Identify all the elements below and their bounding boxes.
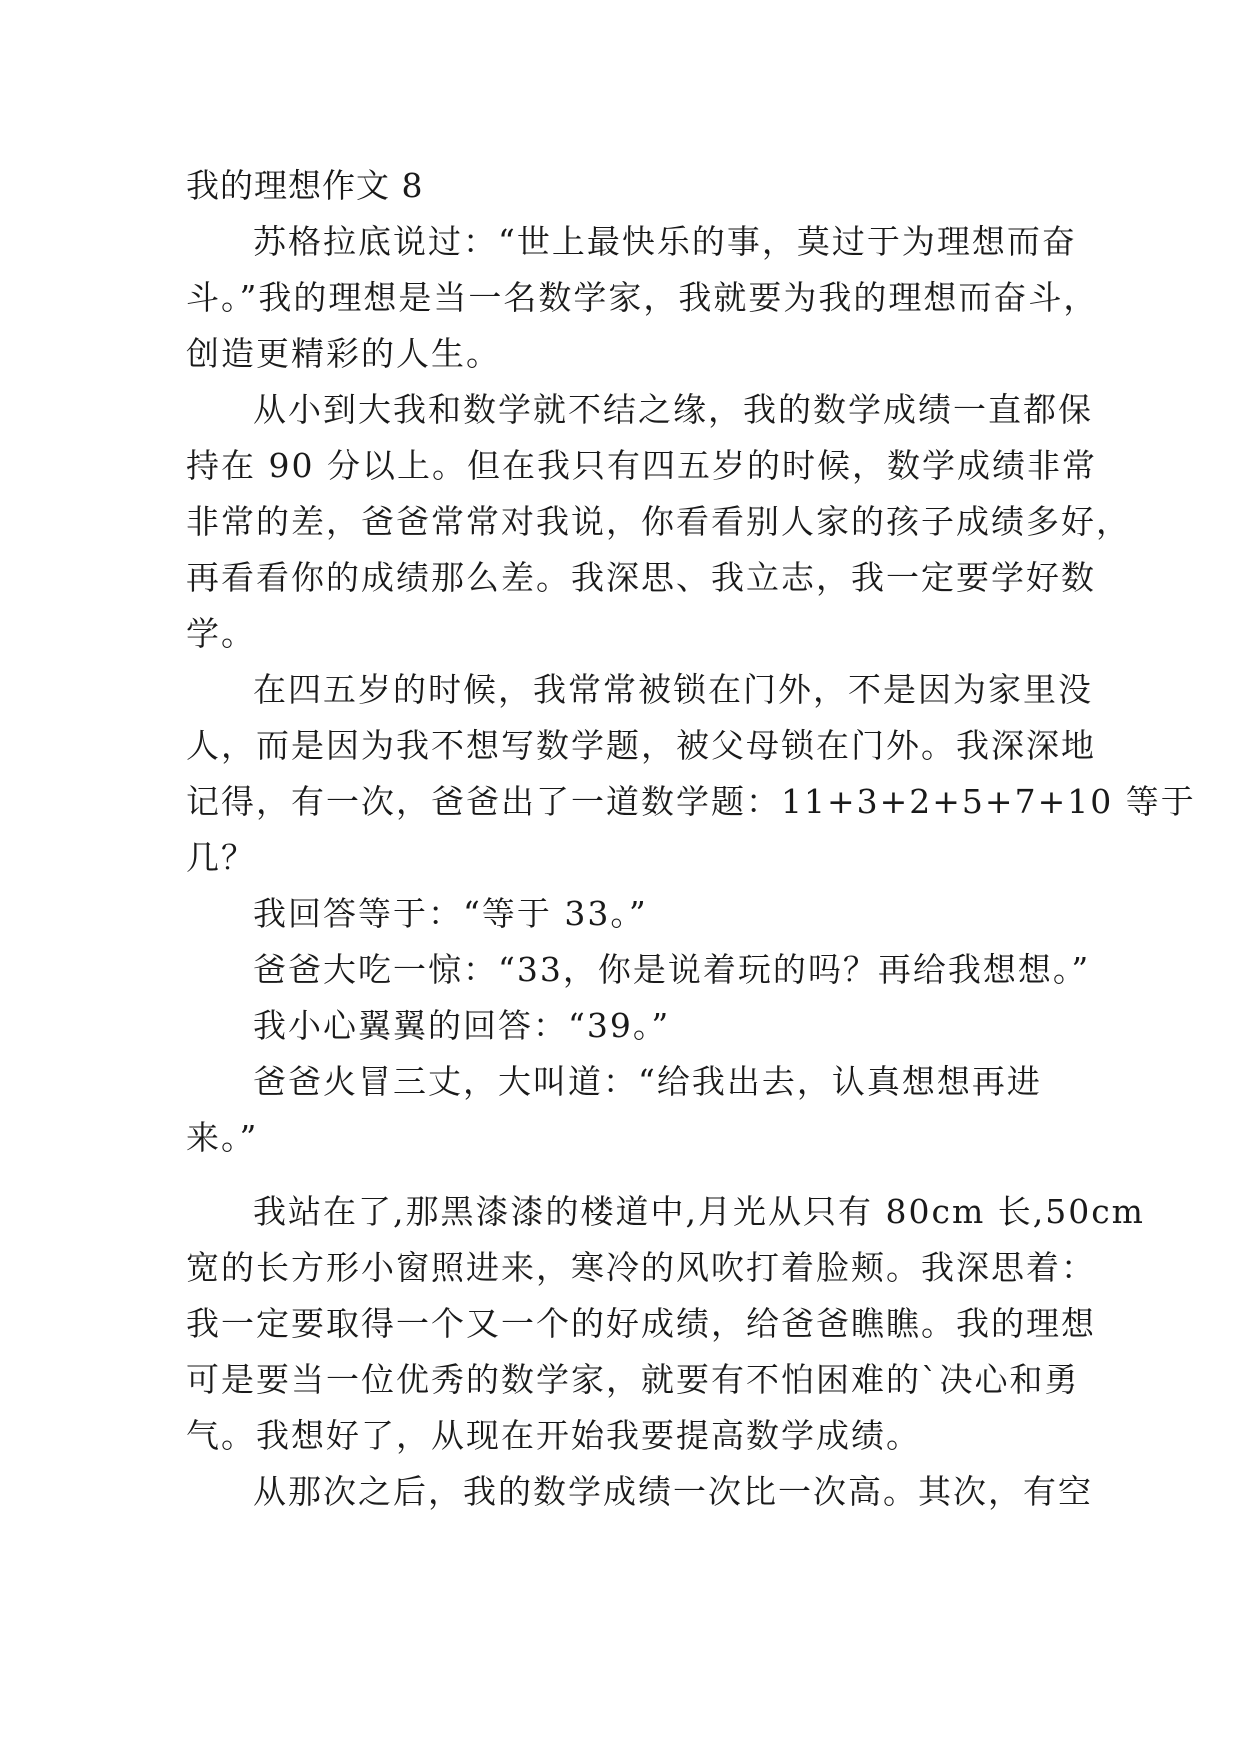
text-line: 从那次之后，我的数学成绩一次比一次高。其次，有空 xyxy=(253,1472,1093,1511)
text-line: 再看看你的成绩那么差。我深思、我立志，我一定要学好数 xyxy=(186,558,1096,597)
text-line: 宽的长方形小窗照进来，寒冷的风吹打着脸颊。我深思着： xyxy=(186,1248,1096,1287)
text-line: 斗。”我的理想是当一名数学家，我就要为我的理想而奋斗， xyxy=(186,278,1099,317)
text-line: 我站在了,那黑漆漆的楼道中,月光从只有 80cm 长,50cm xyxy=(253,1192,1145,1231)
text-line: 我一定要取得一个又一个的好成绩，给爸爸瞧瞧。我的理想 xyxy=(186,1304,1096,1343)
text-line: 爸爸大吃一惊：“33，你是说着玩的吗？再给我想想。” xyxy=(253,950,1091,989)
text-line: 来。” xyxy=(186,1118,259,1157)
text-line: 记得，有一次，爸爸出了一道数学题：11+3+2+5+7+10 等于 xyxy=(186,782,1196,821)
text-line: 爸爸火冒三丈，大叫道：“给我出去，认真想想再进 xyxy=(253,1062,1042,1101)
text-line: 可是要当一位优秀的数学家，就要有不怕困难的`决心和勇 xyxy=(186,1360,1080,1399)
document-title: 我的理想作文 8 xyxy=(186,166,424,205)
text-line: 创造更精彩的人生。 xyxy=(186,334,501,373)
text-line: 我回答等于：“等于 33。” xyxy=(253,894,648,933)
text-line: 学。 xyxy=(186,614,256,653)
text-line: 持在 90 分以上。但在我只有四五岁的时候，数学成绩非常 xyxy=(186,446,1097,485)
text-line: 人，而是因为我不想写数学题，被父母锁在门外。我深深地 xyxy=(186,726,1096,765)
text-line: 苏格拉底说过：“世上最快乐的事，莫过于为理想而奋 xyxy=(253,222,1077,261)
text-line: 在四五岁的时候，我常常被锁在门外，不是因为家里没 xyxy=(253,670,1093,709)
text-line: 几？ xyxy=(186,838,256,877)
text-line: 我小心翼翼的回答：“39。” xyxy=(253,1006,671,1045)
text-line: 从小到大我和数学就不结之缘，我的数学成绩一直都保 xyxy=(253,390,1093,429)
text-line: 非常的差，爸爸常常对我说，你看看别人家的孩子成绩多好， xyxy=(186,502,1131,541)
text-line: 气。我想好了，从现在开始我要提高数学成绩。 xyxy=(186,1416,921,1455)
